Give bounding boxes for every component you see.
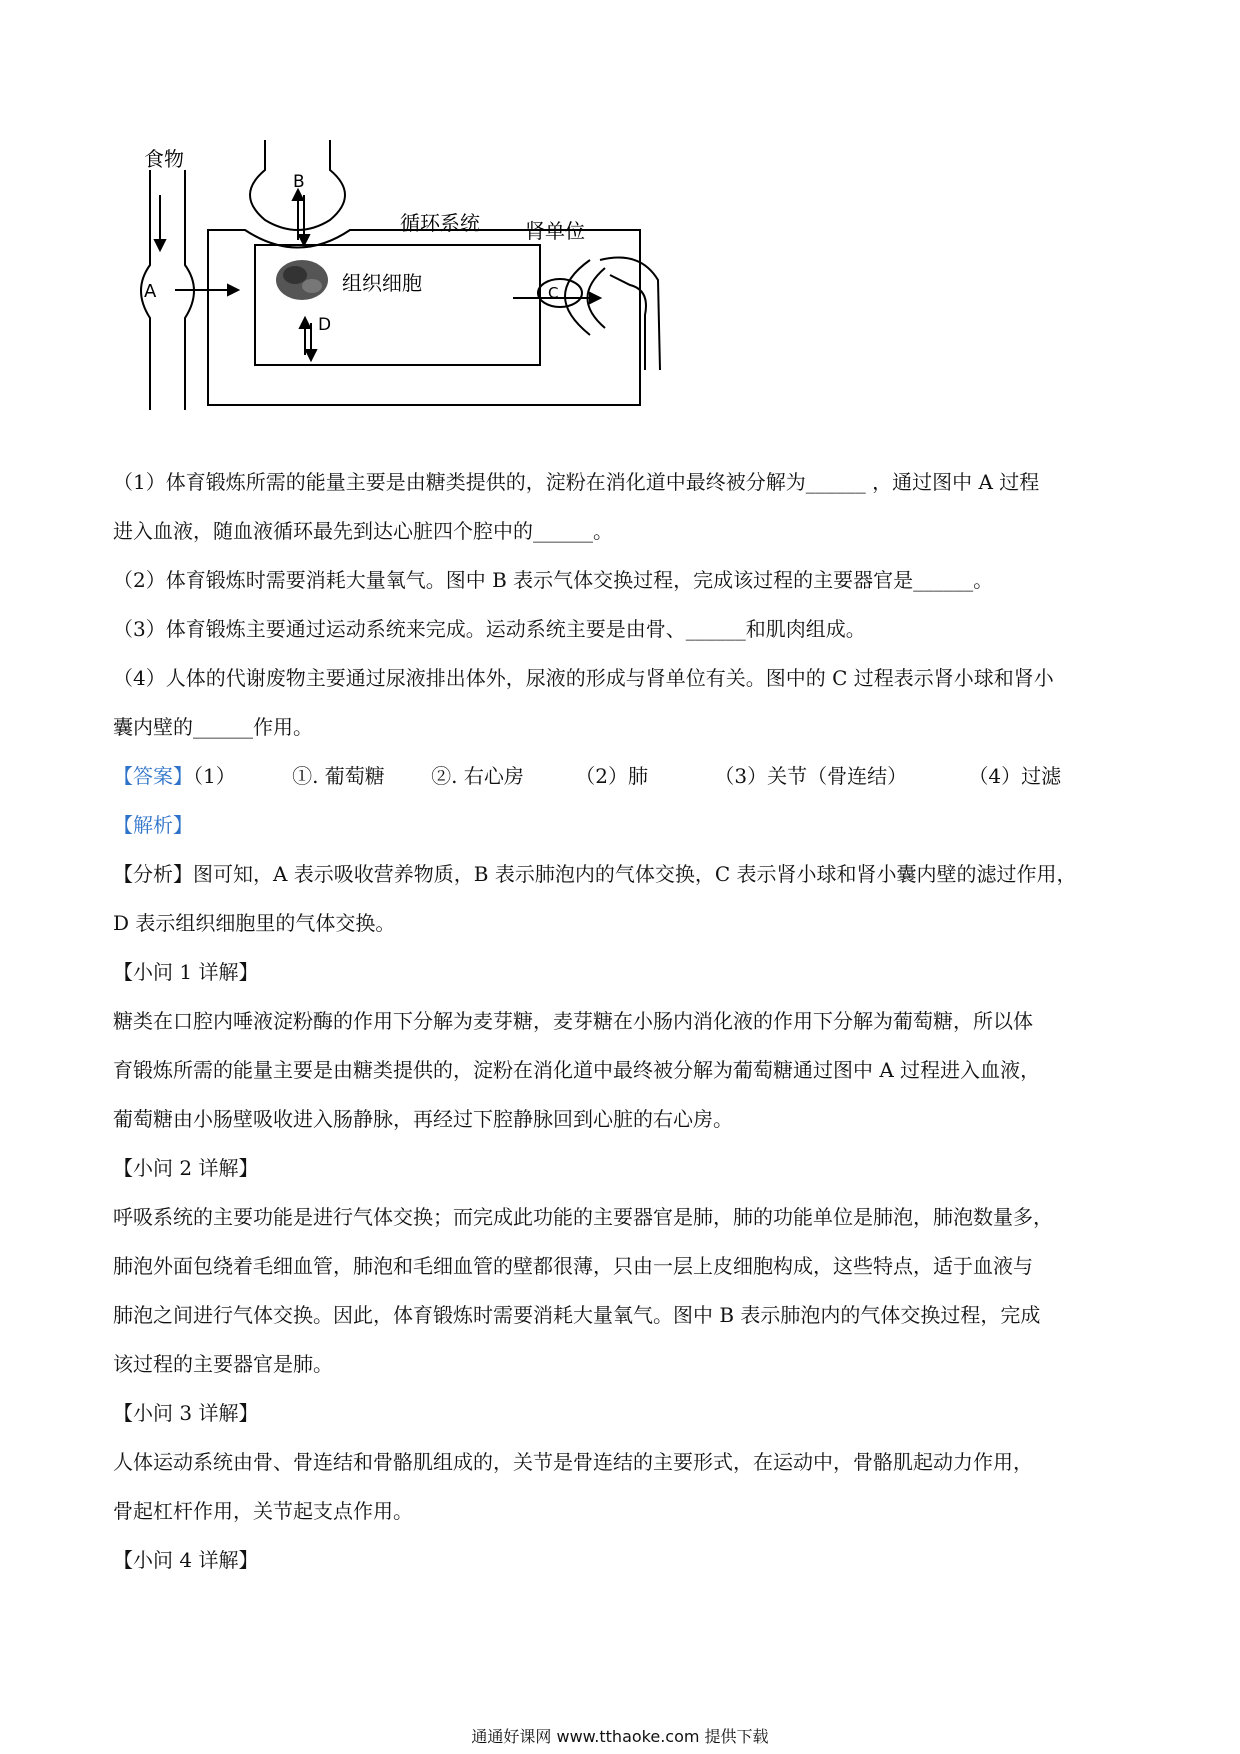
answer-tag: 【答案】 (113, 764, 193, 788)
q2-line: 该过程的主要器官是肺。 (113, 1352, 333, 1376)
answer-line (113, 752, 1133, 801)
question-4-line-1: （4）人体的代谢废物主要通过尿液排出体外，尿液的形成与肾单位有关。图中的 C 过程表示肾小球和肾小 (113, 666, 1054, 690)
q2-line: 肺泡外面包绕着毛细血管，肺泡和毛细血管的壁都很薄，只由一层上皮细胞构成，这些特点，适于血液与 (113, 1254, 1033, 1278)
q2-line: 肺泡之间进行气体交换。因此，体育锻炼时需要消耗大量氧气。图中 B 表示肺泡内的气体交换过程，完成 (113, 1303, 1041, 1327)
kidney-tubule-2 (600, 258, 660, 371)
q2-line: 呼吸系统的主要功能是进行气体交换；而完成此功能的主要器官是肺，肺的功能单位是肺泡，肺泡数量多， (113, 1205, 1053, 1229)
questions-block (113, 458, 1133, 1585)
food-label: 食物 (144, 147, 184, 171)
footer-credit: 通通好课网 www.tthaoke.com 提供下载 (471, 1727, 769, 1746)
circulation-label: 循环系统 (400, 211, 480, 235)
question-1-line-1: （1）体育锻炼所需的能量主要是由糖类提供的，淀粉在消化道中最终被分解为______ ，通过图中 A 过程 (113, 470, 1040, 494)
q3-line: 人体运动系统由骨、骨连结和骨骼肌组成的，关节是骨连结的主要形式，在运动中，骨骼肌起动力作用， (113, 1450, 1033, 1474)
answer-item: （2）肺 (575, 764, 648, 788)
answer-item: ①. 葡萄糖 (292, 764, 385, 788)
glomerulus (538, 279, 582, 307)
q1-line: 糖类在口腔内唾液淀粉酶的作用下分解为麦芽糖，麦芽糖在小肠内消化液的作用下分解为葡萄糖，所以体 (113, 1009, 1033, 1033)
physiology-diagram (130, 140, 730, 425)
answer-item: ②. 右心房 (431, 764, 524, 788)
q1-line: 葡萄糖由小肠壁吸收进入肠静脉，再经过下腔静脉回到心脏的右心房。 (113, 1107, 733, 1131)
answer-item: （1） (193, 764, 236, 788)
q3-line: 骨起杠杆作用，关节起支点作用。 (113, 1499, 413, 1523)
analysis-tag: 【解析】 (113, 813, 193, 837)
question-2: （2）体育锻炼时需要消耗大量氧气。图中 B 表示气体交换过程，完成该过程的主要器官是______。 (113, 568, 994, 592)
q1-heading: 【小问 1 详解】 (113, 960, 259, 984)
question-4-line-2: 囊内壁的______作用。 (113, 715, 313, 739)
answer-item: （3）关节（骨连结） (714, 764, 908, 788)
fenxi-line-2: D 表示组织细胞里的气体交换。 (113, 911, 396, 935)
tissue-cell-icon (276, 260, 328, 300)
q4-heading: 【小问 4 详解】 (113, 1548, 259, 1572)
question-1-line-2: 进入血液，随血液循环最先到达心脏四个腔中的______。 (113, 519, 613, 543)
kidney-label: 肾单位 (525, 219, 585, 243)
label-a: A (144, 281, 157, 302)
q1-line: 育锻炼所需的能量主要是由糖类提供的，淀粉在消化道中最终被分解为葡萄糖通过图中 A 过程进入血液， (113, 1058, 1041, 1082)
label-c: C (548, 284, 559, 302)
circulation-rect (208, 230, 640, 405)
q2-heading: 【小问 2 详解】 (113, 1156, 259, 1180)
fenxi-line-1: 【分析】图可知，A 表示吸收营养物质，B 表示肺泡内的气体交换，C 表示肾小球和肾小囊内壁的滤过作用， (113, 862, 1077, 886)
tissue-label: 组织细胞 (342, 271, 422, 295)
answer-item: （4）过滤 (968, 764, 1062, 788)
question-3: （3）体育锻炼主要通过运动系统来完成。运动系统主要是由骨、______和肌肉组成。 (113, 617, 866, 641)
q3-heading: 【小问 3 详解】 (113, 1401, 259, 1425)
label-d: D (318, 315, 332, 335)
label-b: B (293, 172, 305, 192)
